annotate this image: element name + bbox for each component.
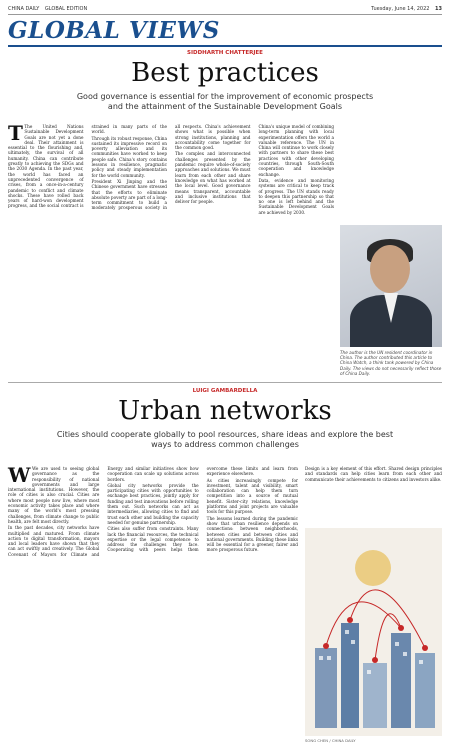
dropcap: T xyxy=(8,121,23,145)
article-divider xyxy=(8,382,442,383)
masthead-paper: CHINA DAILY xyxy=(8,6,40,12)
article1-body xyxy=(8,121,334,352)
article1-paragraph: Data, evidence and monitoring systems are critical to keep track of progress. The UN stands ready to deepen this partnership so that no one is left behind and the Sustainable Development Goals are achieved by 2030. xyxy=(258,177,334,215)
article2-paragraph: The lessons learned during the pandemic show that urban resilience depends on connections: between neighborhoods, between cities and between cities and national governments. Building these links will be essential for a greener, fairer and more prosperous future. xyxy=(206,515,298,553)
article2-body-right xyxy=(305,466,442,524)
dropcap: W xyxy=(8,463,31,487)
article1-byline: SIDDHARTH CHATTERJEE xyxy=(187,50,263,56)
masthead-date: Tuesday, June 14, 2022 xyxy=(371,6,430,12)
masthead xyxy=(8,4,442,15)
article2-paragraph: Design is a key element of this effort. Shared design principles and standards can help cities learn from each other and communicate their achievements to citizens and investors alike. xyxy=(305,466,442,482)
article2-deck: Cities should cooperate globally to pool resources, share ideas and explore the best ways to address common challenges xyxy=(56,430,394,449)
section-title: GLOBAL VIEWS xyxy=(8,17,220,44)
masthead-edition: GLOBAL EDITION xyxy=(44,6,88,12)
article1-caption: The author is the UN resident coordinator in China. The author contributed this article to China Watch, a think tank powered by China Daily. The views do not necessarily reflect those of China Daily. xyxy=(340,350,442,376)
page-number: 13 xyxy=(435,6,442,12)
article1-headline: Best practices xyxy=(131,58,319,88)
section-rule xyxy=(8,45,442,47)
article2-body xyxy=(8,463,298,738)
masthead-left xyxy=(8,6,91,12)
article2-headline: Urban networks xyxy=(118,396,332,426)
article1-deck: Good governance is essential for the improvement of economic prospects and the attainment of the Sustainable Development Goals xyxy=(76,92,374,111)
article1-paragraph: The complex and interconnected challenges presented by the pandemic require whole-of-society approaches and solutions. We must learn from each other and share knowledge on what has worked at the local level. Good governance means transparent, accountable and inclusive institutions that deliver for people. xyxy=(175,151,251,205)
article1-paragraph: T The United Nations Sustainable Development Goals are not yet a done deal. Their attainment is essential to the flourishing and, ultimately, the survival of all humanity. China can contribute greatly to achieving the SDGs and the 2030 Agenda. In the past year, the world has faced an unprecedented convergence of crises, from a once-in-a-century pandemic to conflict and climate shocks. These have rolled back years of hard-won development progress, and the social contract is strained in many parts of the world. xyxy=(8,121,167,209)
article2-paragraph: Global city networks provide the participating cities with opportunities to exchange best practices, jointly apply for funding and test innovations before rolling them out. Such networks can act as intermediaries, allowing cities to find and trust each other and building the capacity needed for genuine partnership. xyxy=(107,482,199,525)
article2-paragraph: W We are used to seeing global governance as the responsibility of national governments and large international institutions. However, the role of cities is also crucial. Cities are where most people now live, where most economic activity takes place and where many of the world's most pressing challenges, from climate change to public health, are felt most directly. xyxy=(8,463,100,524)
article1-paragraph: China's unique model of combining long-term planning with local experimentation offers the world a valuable reference. The UN in China will continue to work closely with partners to share these best practices with other developing countries, through South-South cooperation and knowledge exchange. xyxy=(258,124,334,177)
article2-paragraph: As cities increasingly compete for investment, talent and visibility, smart collaboration can help them turn competition into a source of mutual benefit. Sister-city relations, knowledge platforms and joint projects are valuable tools for this purpose. xyxy=(206,477,298,515)
article2-byline: LUIGI GAMBARDELLA xyxy=(192,388,258,394)
article2-paragraph: Cities also suffer from constraints. Many lack the financial resources, the technical expertise or the legal competence to address the challenges they face. Cooperating with peers helps them overcome these limits and learn from experience elsewhere. xyxy=(107,466,298,553)
city-network-illustration xyxy=(305,528,442,736)
masthead-right xyxy=(371,6,442,12)
illustration-credit: SONG CHEN / CHINA DAILY xyxy=(305,738,356,743)
article1-paragraph: President Xi Jinping and the Chinese government have stressed that the efforts to eliminate absolute poverty are part of a long-term commitment to build a moderately prosperous society in all respects. China's achievement shows what is possible when strong institutions, planning and accountability come together for the common good. xyxy=(91,124,251,211)
author-portrait xyxy=(340,225,442,347)
article2-paragraph: In the past decades, city networks have multiplied and matured. From climate action to digital transformation, mayors and local leaders have shown that they can act swiftly and creatively. The Global Covenant of Mayors for Climate and Energy and similar initiatives show how cooperation can scale up solutions across borders. xyxy=(8,466,199,557)
illustration-graphic xyxy=(305,528,442,736)
article1-paragraph: Through its robust response, China sustained its impressive record on poverty alleviation and its communities have worked to keep people safe. China's story contains lessons in resilience, pragmatic policy and steady implementation for the world community. xyxy=(91,135,167,178)
